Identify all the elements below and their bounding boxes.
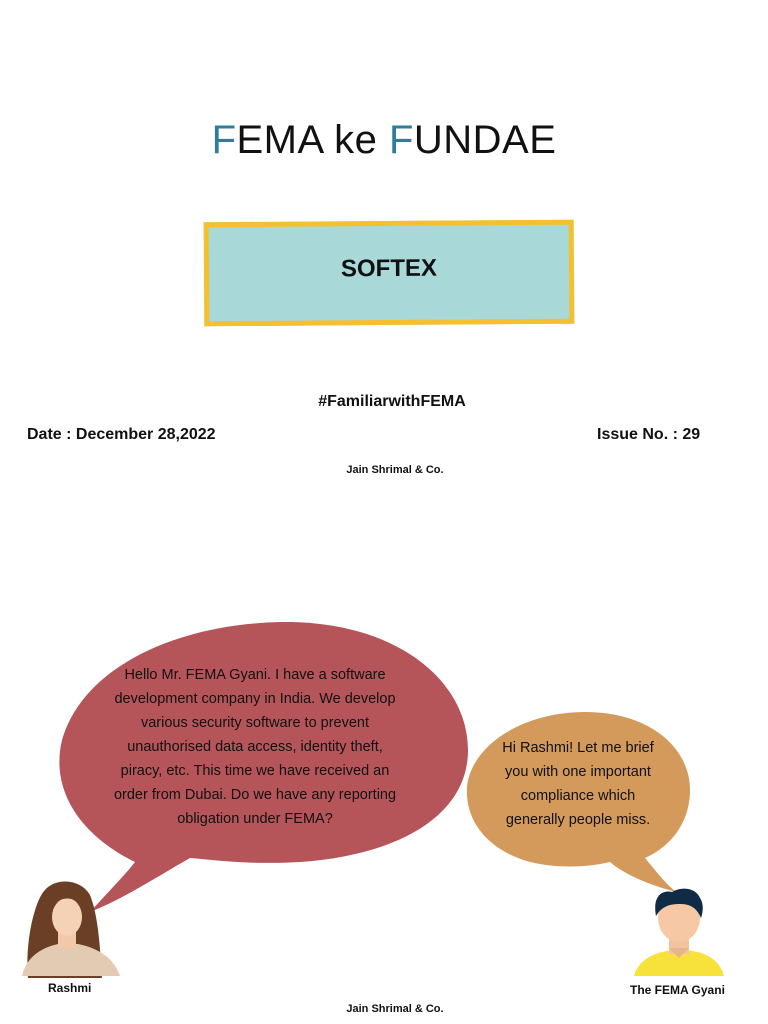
- hashtag: #FamiliarwithFEMA: [318, 393, 466, 410]
- page-title: [0, 118, 768, 163]
- speaker-name-gyani: The FEMA Gyani: [630, 983, 725, 997]
- title-letter-f2: F: [388, 118, 414, 162]
- speaker-name-rashmi: Rashmi: [48, 981, 92, 995]
- title-text-1: EMA ke: [236, 118, 389, 162]
- firm-name-top: Jain Shrimal & Co.: [346, 464, 444, 476]
- question-text: Hello Mr. FEMA Gyani. I have a software development company in India. We develop various security software to prevent unauthorised data access, identity theft, piracy, etc. This time we have received an order from Dubai. Do we have any reporting obligation under FEMA?: [113, 667, 397, 827]
- title-text-2: UNDAE: [413, 118, 557, 162]
- title-letter-f1: F: [211, 118, 237, 162]
- firm-name-bottom: Jain Shrimal & Co.: [346, 1003, 444, 1015]
- issue-number: Issue No. : 29: [597, 426, 701, 443]
- issue-date: Date : December 28,2022: [27, 426, 216, 443]
- man-avatar-icon: [634, 889, 724, 976]
- topic-label: SOFTEX: [340, 254, 438, 283]
- answer-text: Hi Rashmi! Let me brief you with one important compliance which generally people miss.: [502, 740, 654, 828]
- topic-banner: [204, 220, 575, 327]
